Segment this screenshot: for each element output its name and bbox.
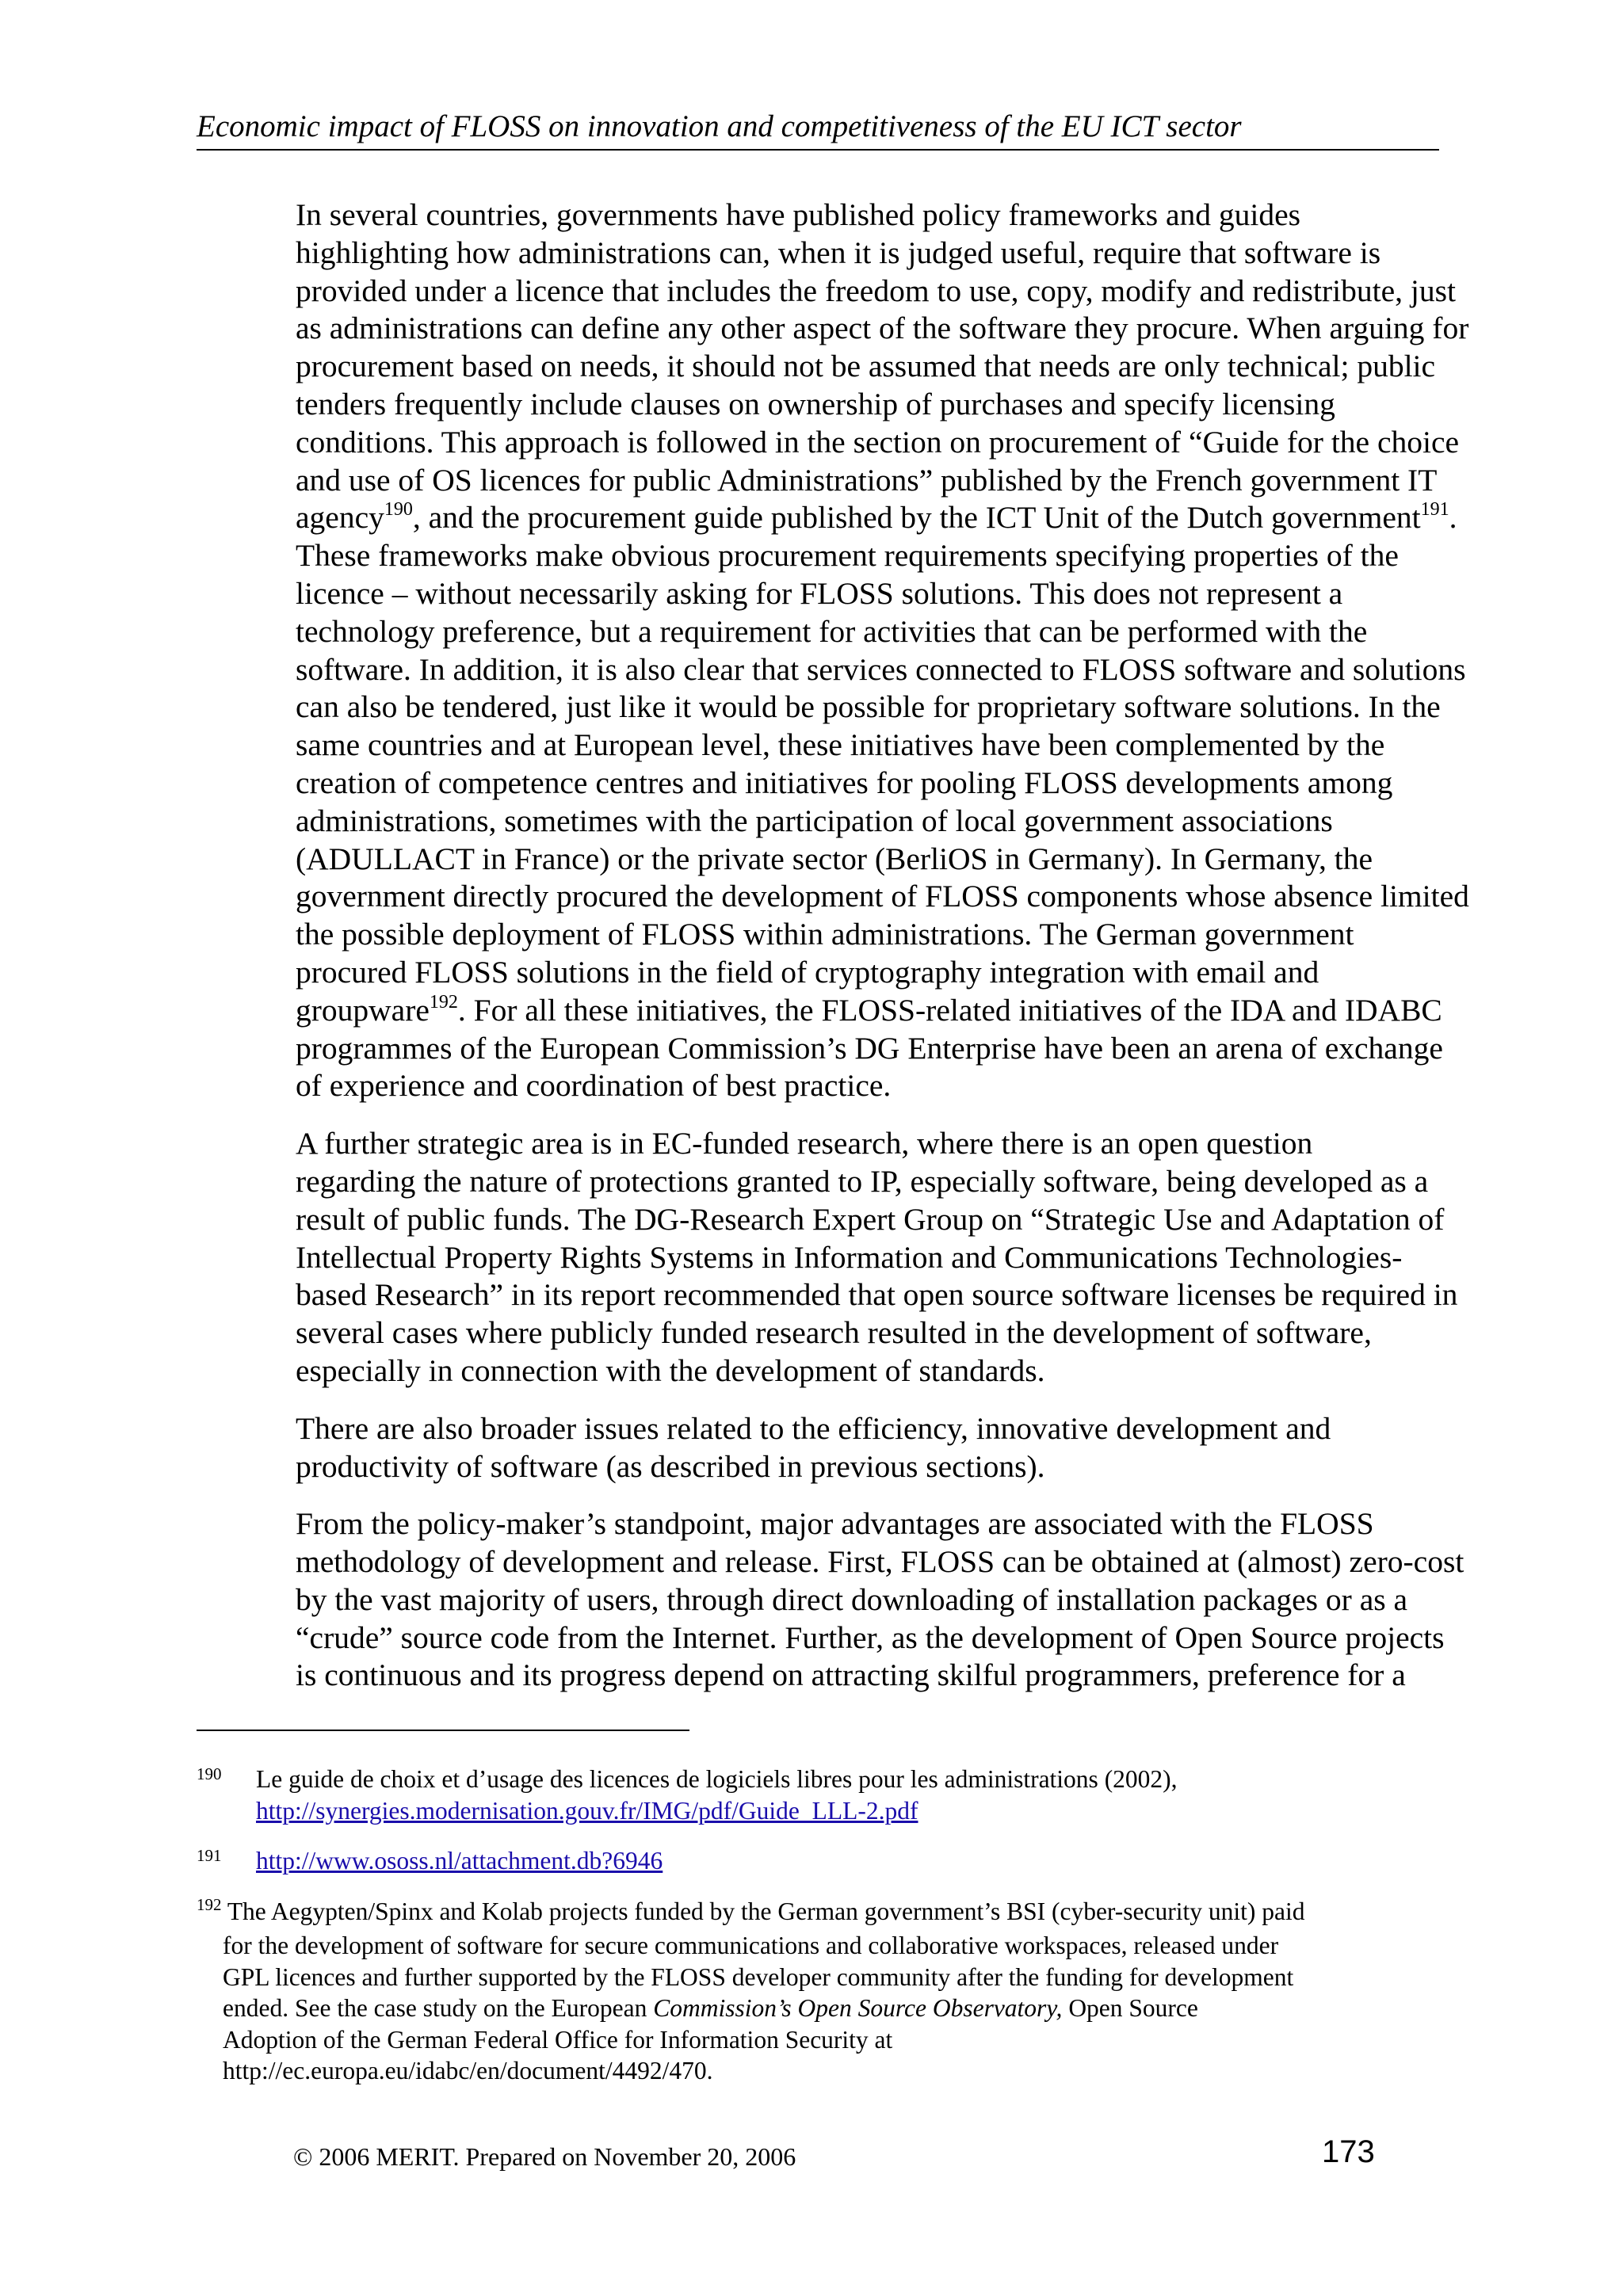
text-line: based Research” in its report recommended that open source software licenses be required in [296, 1277, 1458, 1313]
text-fragment-italic: Commission’s Open Source Observatory, [653, 1994, 1063, 2022]
text-fragment: The Aegypten/Spinx and Kolab projects funded by the German government’s BSI (cyber-security unit) paid [227, 1897, 1305, 1925]
footnote-url[interactable]: http://www.ososs.nl/attachment.db?6946 [256, 1847, 663, 1875]
text-line: procured FLOSS solutions in the field of cryptography integration with email and [296, 954, 1319, 990]
text-line: government directly procured the development of FLOSS components whose absence limited [296, 879, 1469, 914]
text-line: especially in connection with the development of standards. [296, 1352, 1045, 1388]
text-line [197, 991, 1442, 1030]
text-line: programmes of the European Commission’s DG Enterprise have been an arena of exchange [296, 1030, 1443, 1066]
footnote-text: for the development of software for secure communications and collaborative workspaces, released under [223, 1932, 1279, 1959]
text-line: the possible deployment of FLOSS within administrations. The German government [296, 917, 1354, 952]
text-line: can also be tendered, just like it would be possible for proprietary software solutions. In the [296, 689, 1441, 725]
text-line: A further strategic area is in EC-funded research, where there is an open question [296, 1126, 1313, 1161]
text-fragment: ended. See the case study on the European [223, 1994, 654, 2022]
text-line: is continuous and its progress depend on attracting skilful programmers, preference for a [296, 1657, 1406, 1693]
footnote-ref-190[interactable]: 190 [384, 499, 413, 521]
text-line: by the vast majority of users, through direct downloading of installation packages or as a [296, 1581, 1408, 1617]
footnote-text: Le guide de choix et d’usage des licences de logiciels libres pour les administrations (2002), [256, 1765, 1178, 1793]
text-line: result of public funds. The DG-Research Expert Group on “Strategic Use and Adaptation of [296, 1201, 1445, 1237]
footnote-link[interactable] [256, 1795, 1439, 1827]
text-line: There are also broader issues related to the efficiency, innovative development and [296, 1410, 1331, 1446]
footnote-ref-192[interactable]: 192 [429, 991, 458, 1013]
running-header-title: Economic impact of FLOSS on innovation and competitiveness of the EU ICT sector [197, 108, 1439, 151]
text-line: These frameworks make obvious procurement requirements specifying properties of the [296, 538, 1399, 574]
text-line: tenders frequently include clauses on ownership of purchases and specify licensing [296, 386, 1335, 421]
text-line: administrations, sometimes with the participation of local government associations [296, 803, 1333, 838]
text-line [197, 499, 1457, 537]
text-fragment: groupware [296, 992, 430, 1028]
page-number: 173 [1322, 2134, 1375, 2169]
text-line: In several countries, governments have published policy frameworks and guides [296, 197, 1301, 232]
text-line: technology preference, but a requirement for activities that can be performed with the [296, 613, 1368, 649]
footnote-separator [197, 1730, 689, 1731]
text-line: productivity of software (as described in previous sections). [296, 1448, 1045, 1484]
text-fragment: . For all these initiatives, the FLOSS-related initiatives of the IDA and IDABC [457, 992, 1442, 1028]
text-fragment: Open Source [1062, 1994, 1198, 2022]
body-text [197, 196, 1469, 1714]
text-line: licence – without necessarily asking for FLOSS solutions. This does not represent a [296, 575, 1343, 611]
footnote-url[interactable]: http://synergies.modernisation.gouv.fr/IMG/pdf/Guide_LLL-2.pdf [256, 1796, 918, 1825]
text-line: conditions. This approach is followed in the section on procurement of “Guide for the choice [296, 424, 1460, 460]
text-fragment: , and the procurement guide published by the ICT Unit of the Dutch government [412, 500, 1421, 536]
text-line: Intellectual Property Rights Systems in Information and Communications Technologies- [296, 1239, 1403, 1275]
text-line: same countries and at European level, these initiatives have been complemented by the [296, 727, 1385, 763]
text-fragment: . [1449, 500, 1457, 536]
text-line: “crude” source code from the Internet. Further, as the development of Open Source projects [296, 1619, 1445, 1655]
footnote-text [197, 1894, 1439, 1931]
text-line: highlighting how administrations can, when it is judged useful, require that software is [296, 235, 1381, 270]
text-line: creation of competence centres and initiatives for pooling FLOSS developments among [296, 765, 1393, 800]
footnote-number: 190 [197, 1764, 222, 1783]
text-fragment: agency [296, 500, 384, 536]
footnote-text: GPL licences and further supported by the FLOSS developer community after the funding for development [223, 1962, 1294, 1991]
text-line: as administrations can define any other aspect of the software they procure. When arguing for [296, 311, 1469, 346]
text-line: procurement based on needs, it should not be assumed that needs are only technical; public [296, 349, 1436, 384]
footnote-191 [197, 1845, 1439, 1877]
footnote-link[interactable] [256, 1845, 1439, 1877]
footer-copyright: © 2006 MERIT. Prepared on November 20, 2006 [293, 2142, 796, 2171]
footnote-text: Adoption of the German Federal Office for Information Security at [223, 2025, 893, 2054]
text-line: and use of OS licences for public Administrations” published by the French government IT [296, 462, 1438, 498]
text-line: several cases where publicly funded research resulted in the development of software, [296, 1315, 1372, 1351]
footnote-ref-191[interactable]: 191 [1420, 499, 1449, 521]
text-line: From the policy-maker’s standpoint, major advantages are associated with the FLOSS [296, 1506, 1374, 1542]
text-line: methodology of development and release. First, FLOSS can be obtained at (almost) zero-cost [296, 1544, 1465, 1580]
footnote-number: 192 [197, 1894, 222, 1914]
paragraph-broader-issues [197, 1410, 1439, 1486]
text-line: (ADULLACT in France) or the private sector (BerliOS in Germany). In Germany, the [296, 841, 1373, 876]
footnote-192 [197, 1896, 1439, 2087]
text-line: provided under a licence that includes the freedom to use, copy, modify and redistribute, just [296, 273, 1456, 308]
footnote-text: http://ec.europa.eu/idabc/en/document/4492/470. [223, 2057, 713, 2084]
footnote-190 [197, 1764, 1439, 1826]
text-line: regarding the nature of protections granted to IP, especially software, being developed as a [296, 1163, 1429, 1199]
footnote-text [223, 1993, 1439, 2024]
paragraph-research [197, 1125, 1458, 1390]
footnote-number: 191 [197, 1846, 222, 1865]
text-line: of experience and coordination of best practice. [296, 1068, 892, 1104]
paragraph-policy-maker [197, 1505, 1465, 1695]
paragraph-procurement [197, 196, 1469, 1105]
text-line: software. In addition, it is also clear that services connected to FLOSS software and solutions [296, 651, 1466, 687]
footnotes [197, 1764, 1439, 2106]
